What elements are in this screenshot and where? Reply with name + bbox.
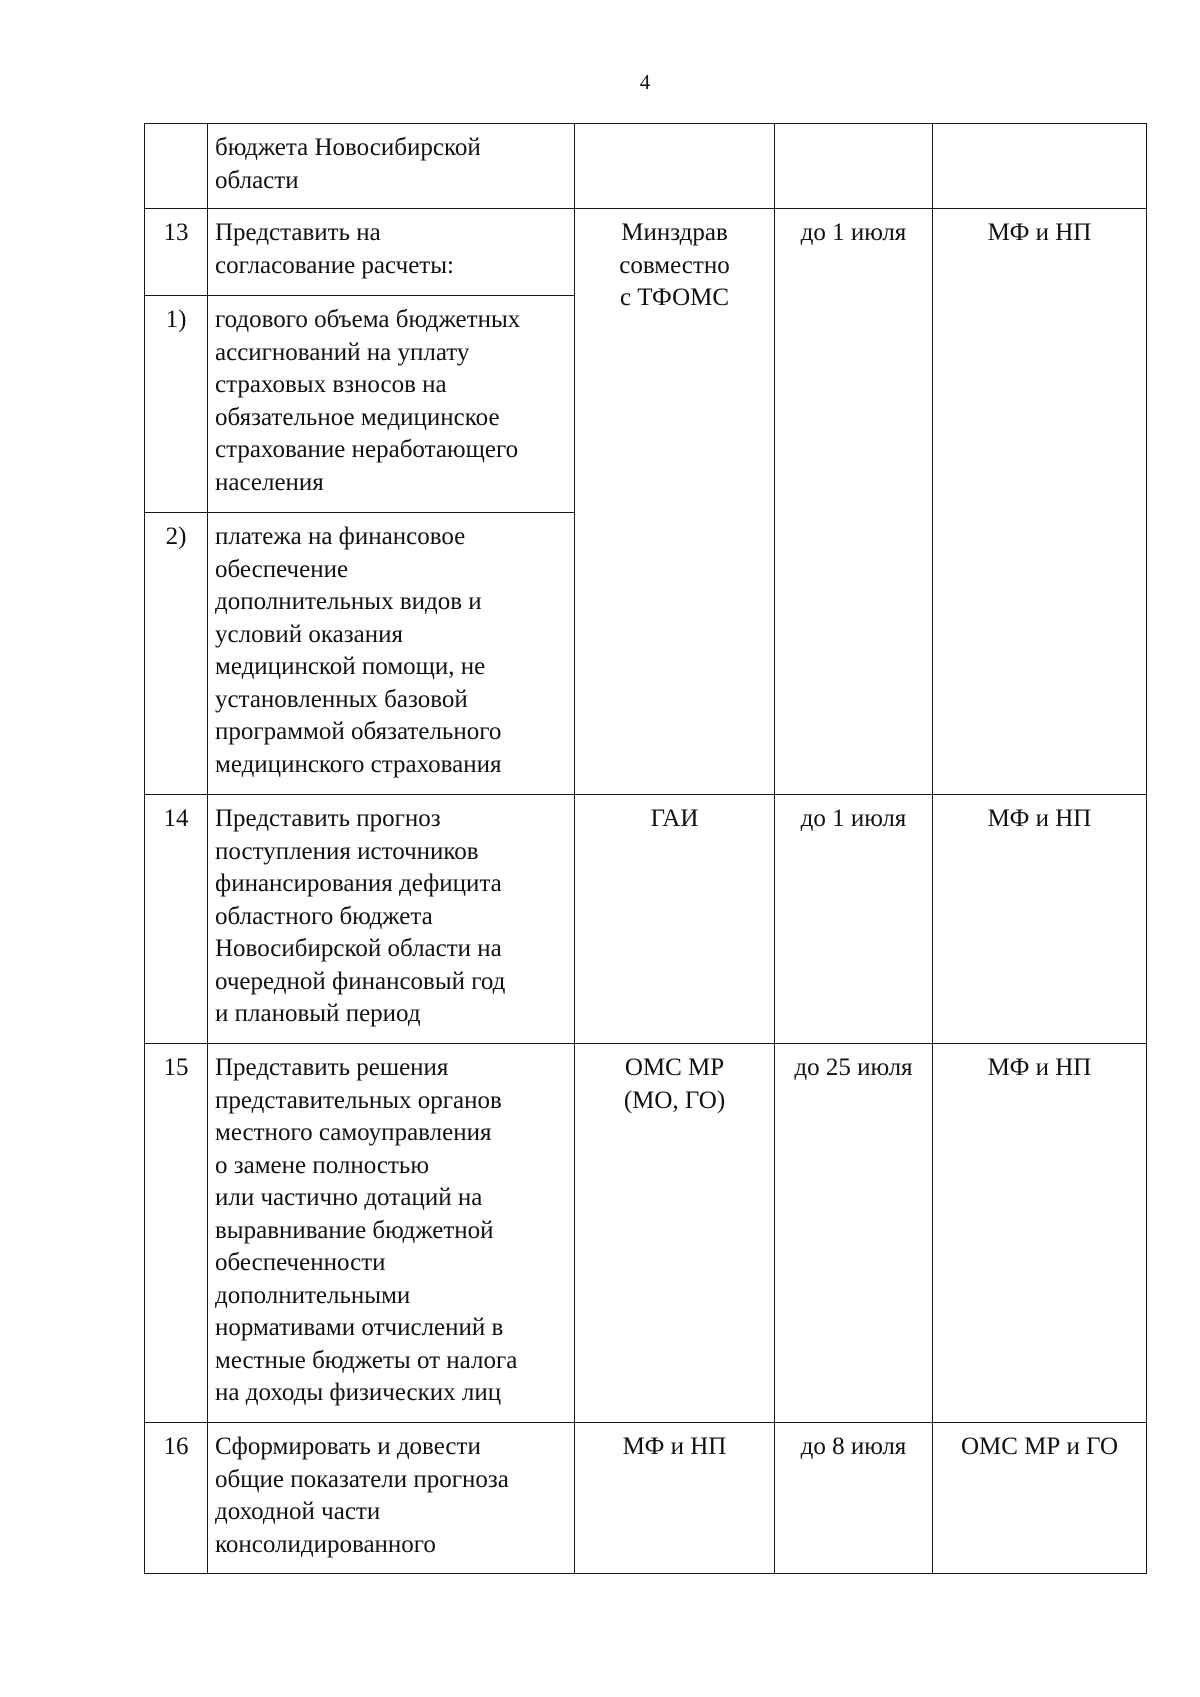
executor <box>575 124 775 209</box>
task-text: Представить на согласование расчеты: <box>208 209 575 296</box>
task-text: Представить решения представительных органов местного самоуправления о замене полностью или частично дотаций на выравнивание бюджетной обеспеченности дополнительными нормативами отчислений в местные бюджеты от налога на доходы физических лиц <box>208 1044 575 1423</box>
row-number: 2) <box>145 513 208 795</box>
deadline <box>775 124 933 209</box>
executor: Минздрав совместно с ТФОМС <box>575 209 775 795</box>
row-number: 13 <box>145 209 208 296</box>
recipient: МФ и НП <box>933 1044 1147 1423</box>
row-number: 1) <box>145 296 208 513</box>
deadline: до 8 июля <box>775 1423 933 1574</box>
row-number: 16 <box>145 1423 208 1574</box>
task-text: Сформировать и довести общие показатели прогноза доходной части консолидированного <box>208 1423 575 1574</box>
executor: МФ и НП <box>575 1423 775 1574</box>
task-text: бюджета Новосибирской области <box>208 124 575 209</box>
deadline: до 1 июля <box>775 209 933 795</box>
executor: ГАИ <box>575 795 775 1044</box>
table-row <box>145 124 1147 209</box>
deadline: до 1 июля <box>775 795 933 1044</box>
page-number: 4 <box>639 70 651 94</box>
row-number <box>145 124 208 209</box>
recipient: МФ и НП <box>933 209 1147 795</box>
row-number: 15 <box>145 1044 208 1423</box>
table-row <box>145 1423 1147 1574</box>
deadline: до 25 июля <box>775 1044 933 1423</box>
recipient: МФ и НП <box>933 795 1147 1044</box>
plan-table <box>144 123 1147 1574</box>
table-row <box>145 1044 1147 1423</box>
executor: ОМС МР (МО, ГО) <box>575 1044 775 1423</box>
recipient: ОМС МР и ГО <box>933 1423 1147 1574</box>
recipient <box>933 124 1147 209</box>
table-row <box>145 795 1147 1044</box>
row-number: 14 <box>145 795 208 1044</box>
table-row <box>145 209 1147 296</box>
task-text: платежа на финансовое обеспечение дополнительных видов и условий оказания медицинской помощи, не установленных базовой программой обязательного медицинского страхования <box>208 513 575 795</box>
task-text: годового объема бюджетных ассигнований на уплату страховых взносов на обязательное медицинское страхование неработающего населения <box>208 296 575 513</box>
task-text: Представить прогноз поступления источников финансирования дефицита областного бюджета Новосибирской области на очередной финансовый год и плановый период <box>208 795 575 1044</box>
